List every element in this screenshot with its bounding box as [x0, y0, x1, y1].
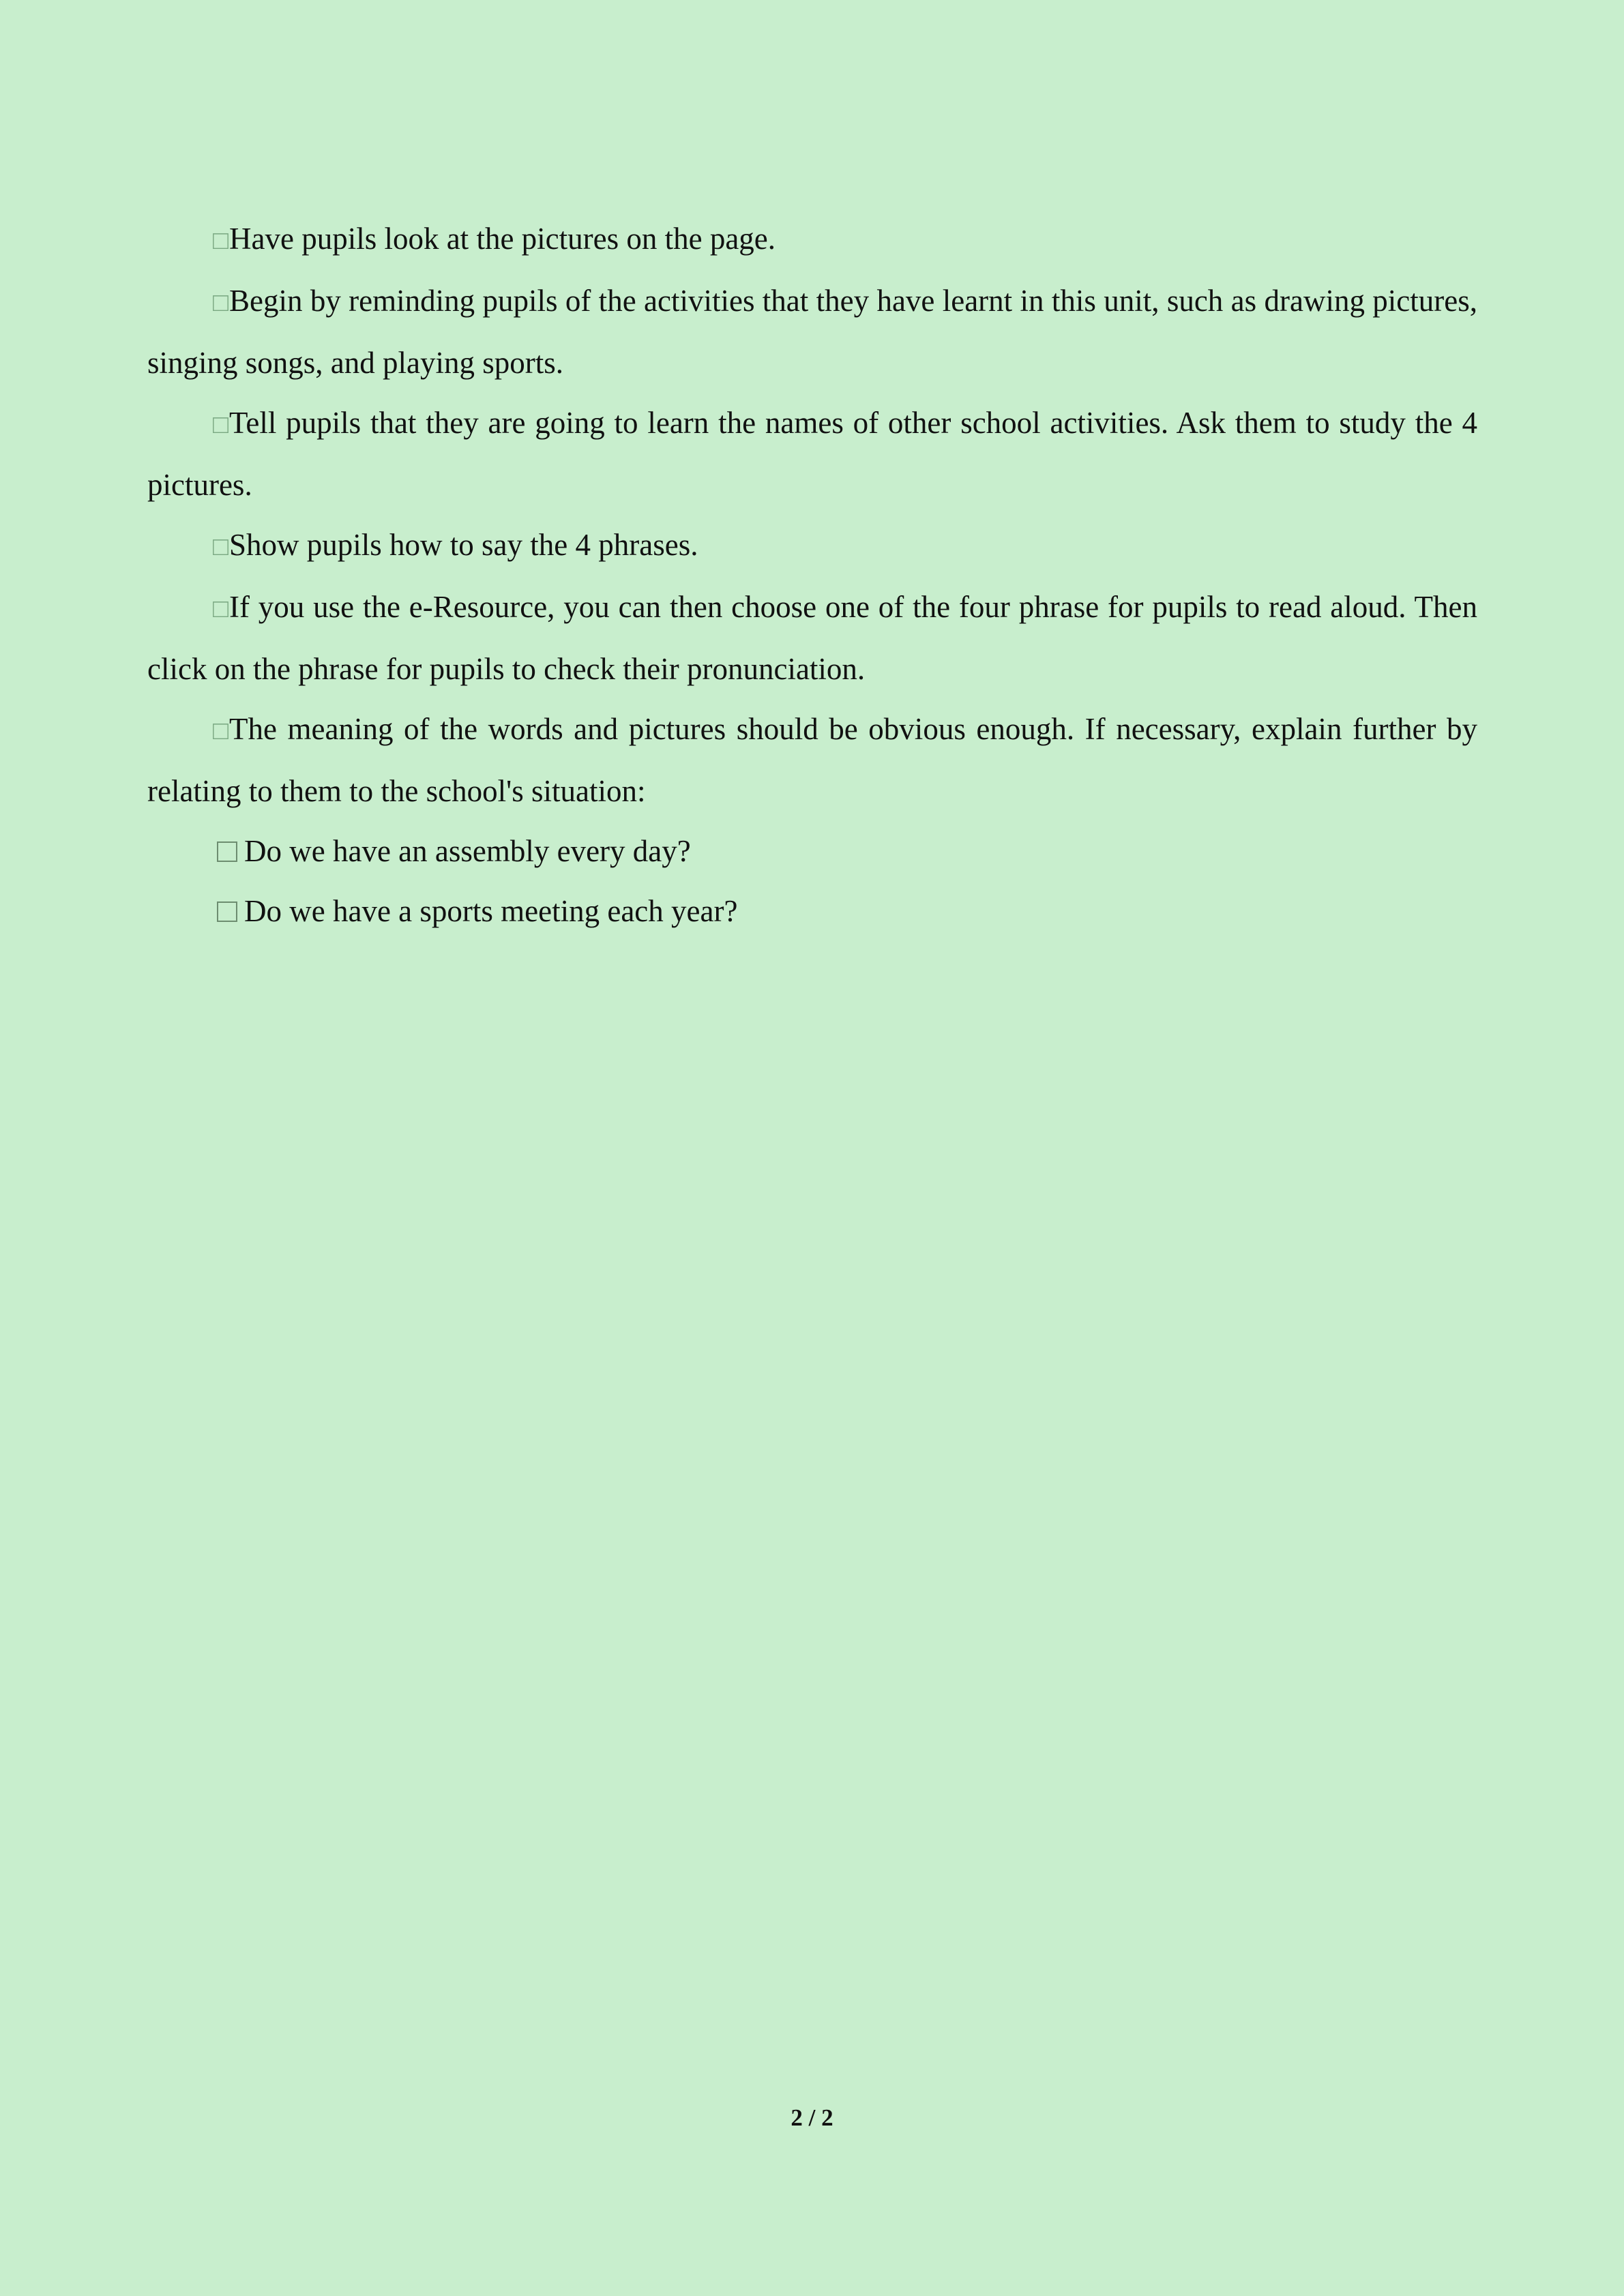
instruction-paragraph: [147, 209, 1477, 271]
paragraph-text: Have pupils look at the pictures on the page.: [229, 222, 776, 256]
paragraph-text: If you use the e-Resource, you can then choose one of the four phrase for pupils to read aloud. Then click on the phrase for pupils to check their pronunciation.: [147, 590, 1477, 686]
paragraph-text: Show pupils how to say the 4 phrases.: [229, 528, 698, 562]
instruction-paragraph: [147, 393, 1477, 515]
square-bullet-icon: □: [213, 533, 228, 561]
question-text: Do we have a sports meeting each year?: [244, 894, 738, 928]
instruction-paragraph: [147, 699, 1477, 821]
checkbox-icon: [217, 901, 237, 922]
main-content: [147, 209, 1477, 941]
paragraph-text: Tell pupils that they are going to learn the names of other school activities. Ask them to study the 4 pictures.: [147, 406, 1477, 502]
question-item: [147, 881, 1477, 941]
square-bullet-icon: □: [213, 226, 228, 255]
page-number: 2 / 2: [791, 2104, 833, 2131]
question-text: Do we have an assembly every day?: [244, 834, 691, 868]
paragraph-text: The meaning of the words and pictures should be obvious enough. If necessary, explain further by relating to them to the school's situation:: [147, 712, 1477, 808]
checkbox-icon: [217, 841, 237, 862]
square-bullet-icon: □: [213, 288, 228, 317]
square-bullet-icon: □: [213, 595, 228, 623]
instruction-paragraph: [147, 577, 1477, 699]
instruction-paragraph: [147, 271, 1477, 393]
paragraph-text: Begin by reminding pupils of the activities that they have learnt in this unit, such as drawing pictures, singing songs, and playing sports.: [147, 284, 1477, 380]
question-item: [147, 821, 1477, 881]
square-bullet-icon: □: [213, 411, 228, 439]
instruction-paragraph: [147, 515, 1477, 577]
square-bullet-icon: □: [213, 717, 228, 745]
